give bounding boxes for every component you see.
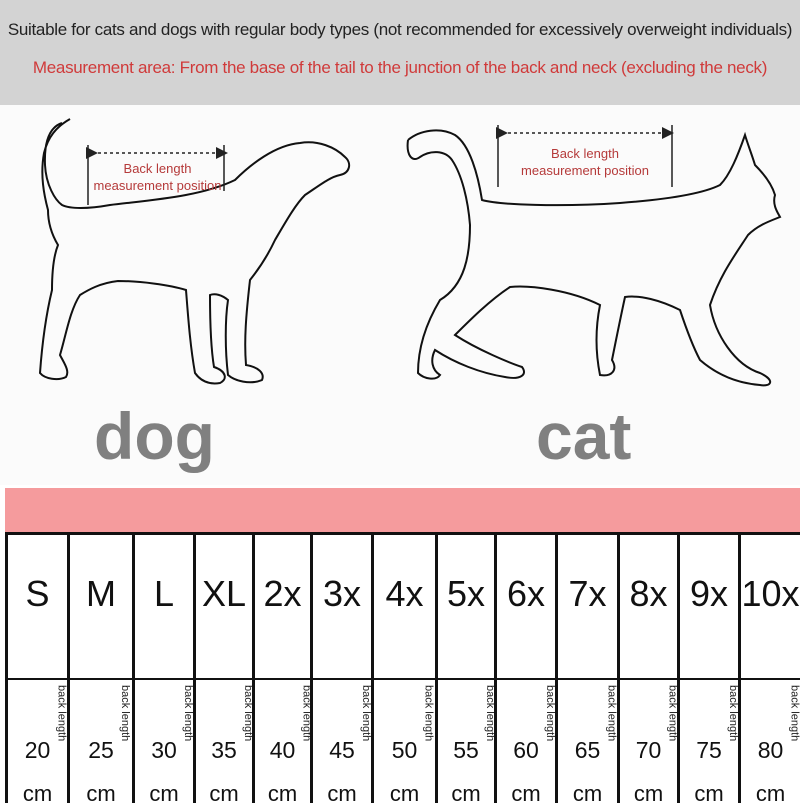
unit-label: cm (8, 781, 67, 807)
size-column (67, 535, 132, 803)
size-column (132, 535, 193, 803)
size-column (252, 535, 310, 803)
dog-measure-line1: Back length (80, 160, 235, 177)
back-length-label: back length (194, 685, 254, 745)
row-divider (255, 678, 310, 680)
back-length-label: back length (558, 685, 618, 745)
back-length-value: 20 (8, 737, 67, 764)
unit-label: cm (680, 781, 738, 807)
size-label: L (135, 573, 193, 615)
back-length-value: 25 (70, 737, 132, 764)
back-length-label: back length (71, 685, 131, 745)
dog-measure-line2: measurement position (80, 177, 235, 194)
unit-label: cm (620, 781, 677, 807)
back-length-label: back length (619, 685, 679, 745)
back-length-value: 30 (135, 737, 193, 764)
back-length-value: 65 (558, 737, 617, 764)
back-length-value: 75 (680, 737, 738, 764)
back-length-label: back length (375, 685, 435, 745)
back-length-label: back length (312, 685, 372, 745)
row-divider (438, 678, 494, 680)
size-label: 10x (741, 573, 800, 615)
back-length-label: back length (8, 685, 68, 745)
size-column (5, 535, 67, 803)
measurement-illustration (0, 105, 800, 485)
row-divider (196, 678, 252, 680)
size-label: 4x (374, 573, 435, 615)
size-label: S (8, 573, 67, 615)
back-length-value: 40 (255, 737, 310, 764)
dog-outline (40, 119, 349, 383)
row-divider (497, 678, 555, 680)
back-length-label: back length (741, 685, 800, 745)
size-label: 9x (680, 573, 738, 615)
unit-label: cm (741, 781, 800, 807)
unit-label: cm (497, 781, 555, 807)
row-divider (741, 678, 800, 680)
cat-label: cat (536, 403, 631, 469)
size-label: 8x (620, 573, 677, 615)
dog-measure-label (80, 160, 235, 194)
back-length-label: back length (134, 685, 194, 745)
size-label: 2x (255, 573, 310, 615)
back-length-value: 45 (313, 737, 371, 764)
size-label: 3x (313, 573, 371, 615)
unit-label: cm (558, 781, 617, 807)
size-column (738, 535, 800, 803)
unit-label: cm (438, 781, 494, 807)
back-length-value: 55 (438, 737, 494, 764)
back-length-value: 50 (374, 737, 435, 764)
unit-label: cm (135, 781, 193, 807)
size-label: XL (196, 573, 252, 615)
cat-measure-line1: Back length (510, 145, 660, 162)
back-length-label: back length (496, 685, 556, 745)
back-length-label: back length (436, 685, 496, 745)
row-divider (313, 678, 371, 680)
row-divider (620, 678, 677, 680)
size-column (677, 535, 738, 803)
back-length-label: back length (679, 685, 739, 745)
size-column (617, 535, 677, 803)
row-divider (70, 678, 132, 680)
size-column (371, 535, 435, 803)
size-column (193, 535, 252, 803)
row-divider (558, 678, 617, 680)
size-chart-table (5, 532, 800, 800)
size-label: 6x (497, 573, 555, 615)
size-label: M (70, 573, 132, 615)
size-column (555, 535, 617, 803)
unit-label: cm (196, 781, 252, 807)
size-label: 5x (438, 573, 494, 615)
back-length-value: 70 (620, 737, 677, 764)
row-divider (374, 678, 435, 680)
unit-label: cm (70, 781, 132, 807)
row-divider (680, 678, 738, 680)
dog-label: dog (94, 403, 215, 469)
back-length-value: 80 (741, 737, 800, 764)
table-header-bar (5, 488, 800, 532)
measurement-area-note: Measurement area: From the base of the tail to the junction of the back and neck (excluding the neck) (0, 58, 800, 78)
unit-label: cm (374, 781, 435, 807)
back-length-value: 35 (196, 737, 252, 764)
unit-label: cm (255, 781, 310, 807)
cat-measure-line2: measurement position (510, 162, 660, 179)
size-column (435, 535, 494, 803)
size-column (310, 535, 371, 803)
header-banner (0, 0, 800, 105)
row-divider (8, 678, 67, 680)
size-label: 7x (558, 573, 617, 615)
cat-measure-label (510, 145, 660, 179)
back-length-label: back length (253, 685, 313, 745)
back-length-value: 60 (497, 737, 555, 764)
unit-label: cm (313, 781, 371, 807)
suitability-note: Suitable for cats and dogs with regular body types (not recommended for excessively overweight individuals) (0, 20, 800, 40)
size-column (494, 535, 555, 803)
row-divider (135, 678, 193, 680)
